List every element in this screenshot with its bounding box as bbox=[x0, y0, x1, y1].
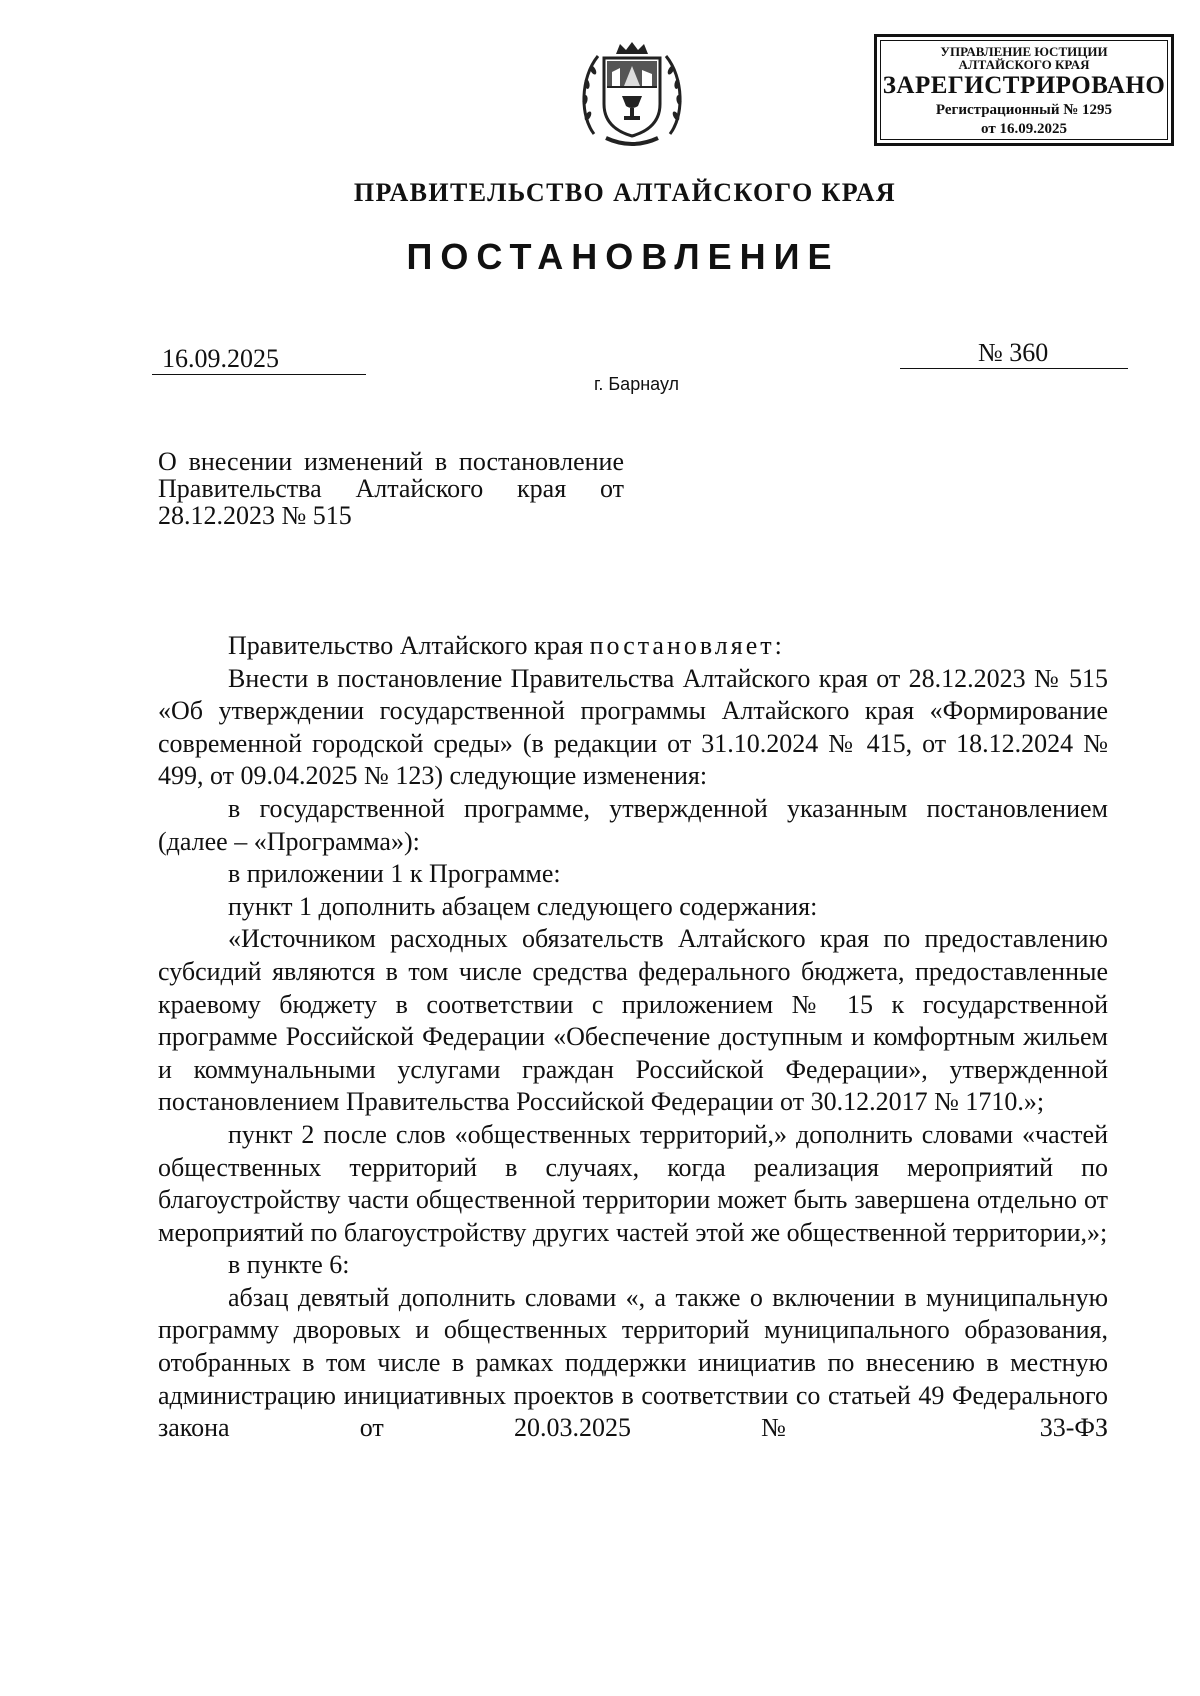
document-type-title: ПОСТАНОВЛЕНИЕ bbox=[406, 236, 840, 277]
stamp-registration-number: Регистрационный № 1295 bbox=[935, 102, 1113, 118]
body-paragraph: Внести в постановление Правительства Алтайского края от 28.12.2023 № 515 «Об утверждении государственной программы Алтайского края «Формирование современной городской среды» (в редакции от 31.10.2024 № 415, от 18.12.2024 № 499, от 09.04.2025 № 123) следующие изменения: bbox=[158, 663, 1108, 791]
document-date: 16.09.2025 bbox=[152, 344, 366, 375]
body-paragraph: в пункте 6: bbox=[228, 1250, 350, 1280]
document-city: г. Барнаул bbox=[594, 374, 680, 394]
coat-of-arms-emblem bbox=[576, 38, 688, 150]
body-intro-keyword: постановляет bbox=[589, 631, 775, 660]
body-paragraph: пункт 2 после слов «общественных территорий,» дополнить словами «частей общественных территорий в случаях, когда реализация мероприятий по благоустройству части общественной территории может быть завершена отдельно от мероприятий по благоустройству других частей этой же общественной территории,»; bbox=[158, 1119, 1108, 1247]
stamp-status: ЗАРЕГИСТРИРОВАНО bbox=[882, 72, 1166, 99]
document-body bbox=[158, 630, 1108, 1445]
body-paragraph: в государственной программе, утвержденной указанным постановлением (далее – «Программа»): bbox=[158, 793, 1108, 856]
document-subject: О внесении изменений в постановление Правительства Алтайского края от 28.12.2023 № 515 bbox=[158, 447, 624, 530]
body-paragraph: «Источником расходных обязательств Алтайского края по предоставлению субсидий являются в том числе средства федерального бюджета, предоставленные краевому бюджету в соответствии с приложением № 15 к государственной программе Российской Федерации «Обеспечение доступным и комфортным жильем и коммунальными услугами граждан Российской Федерации», утвержденной постановлением Правительства Российской Федерации от 30.12.2017 № 1710.»; bbox=[158, 924, 1108, 1117]
registration-stamp bbox=[874, 34, 1174, 146]
body-intro-suffix: : bbox=[774, 631, 782, 660]
registration-stamp-inner bbox=[880, 40, 1168, 140]
body-intro-prefix: Правительство Алтайского края bbox=[228, 631, 590, 660]
stamp-date: от 16.09.2025 bbox=[981, 121, 1067, 137]
stamp-authority: УПРАВЛЕНИЕ ЮСТИЦИИ АЛТАЙСКОГО КРАЯ bbox=[940, 44, 1108, 72]
body-intro bbox=[158, 630, 1108, 663]
body-paragraph: пункт 1 дополнить абзацем следующего содержания: bbox=[228, 891, 818, 921]
document-number: № 360 bbox=[900, 338, 1128, 369]
body-paragraph: абзац девятый дополнить словами «, а также о включении в муниципальную программу дворовых и общественных территорий муниципального образования, отобранных в том числе в рамках поддержки инициатив по внесению в местную администрацию инициативных проектов в соответствии со статьей 49 Федерального закона от 20.03.2025 № 33-ФЗ bbox=[158, 1282, 1108, 1443]
body-paragraph: в приложении 1 к Программе: bbox=[228, 859, 561, 889]
organization-title: ПРАВИТЕЛЬСТВО АЛТАЙСКОГО КРАЯ bbox=[353, 178, 897, 207]
